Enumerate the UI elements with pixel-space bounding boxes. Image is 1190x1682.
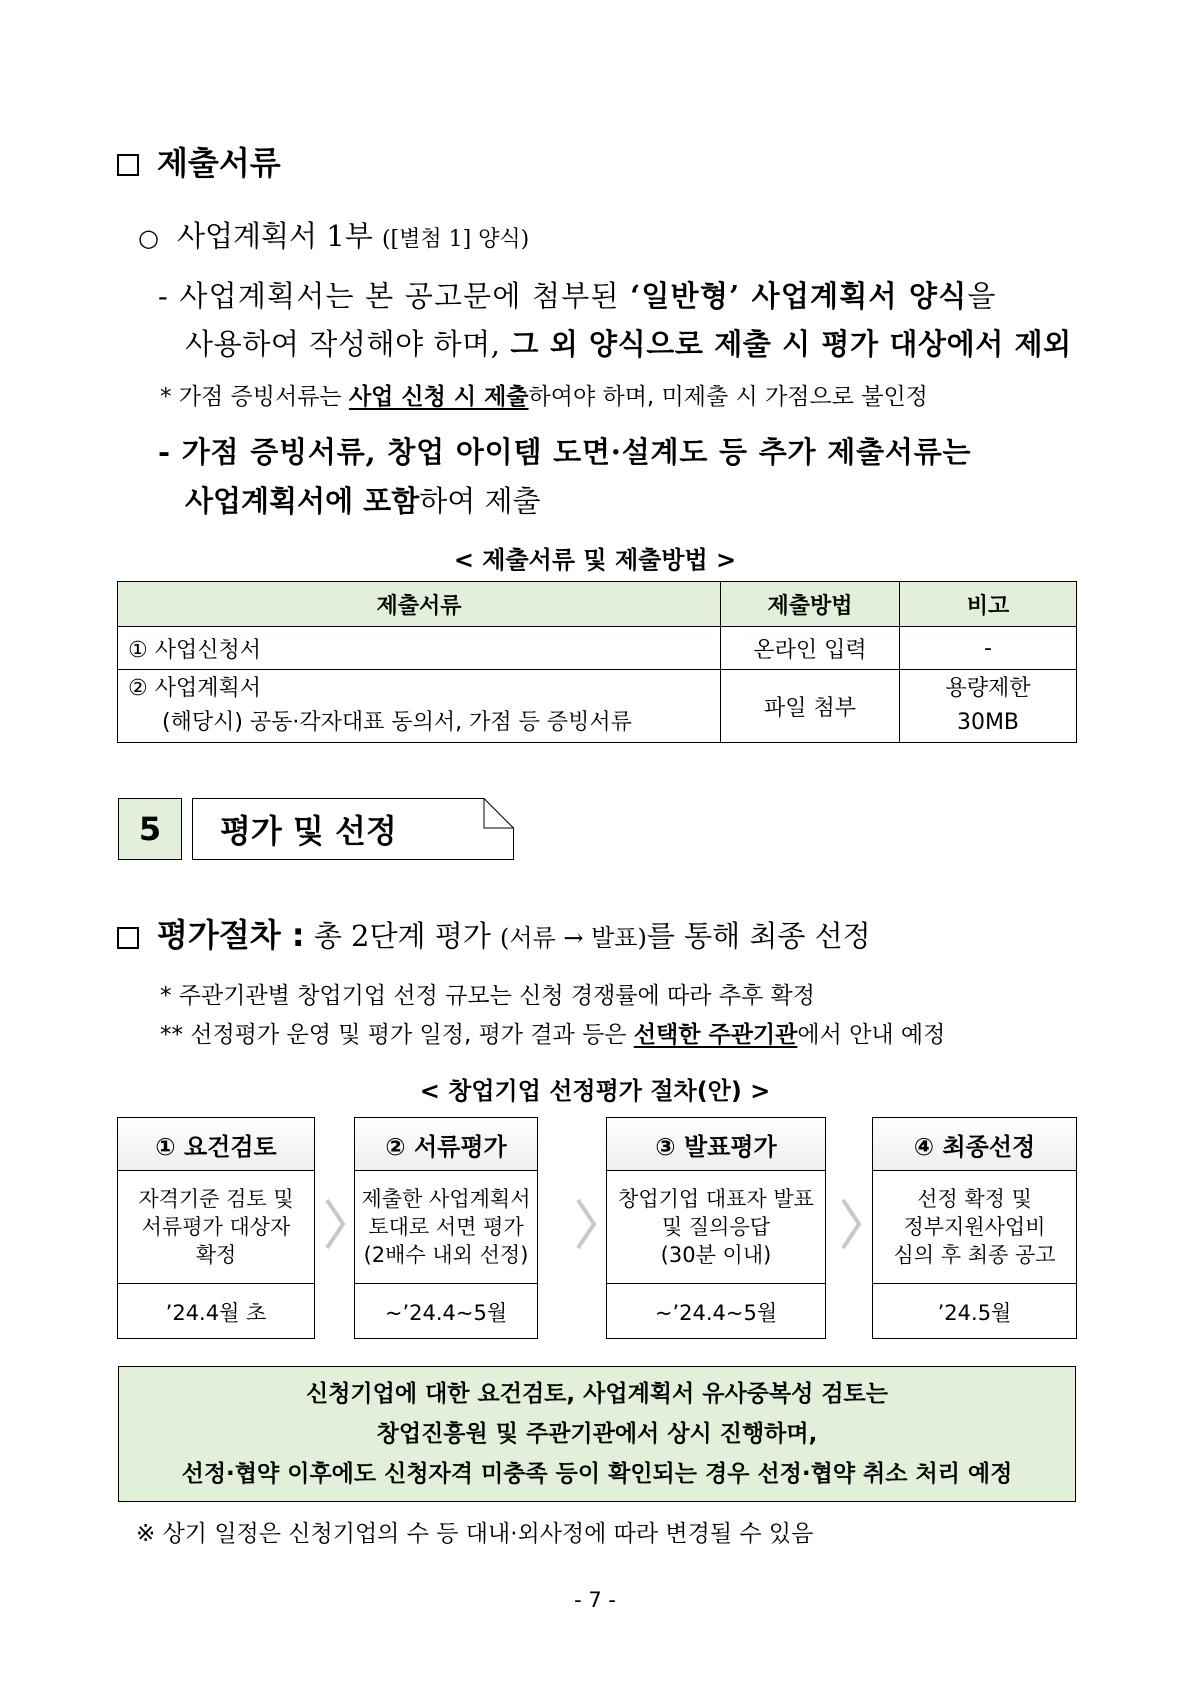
section-title: 평가 및 선정 bbox=[220, 812, 397, 850]
section-title-box bbox=[192, 798, 514, 860]
chevron-right-icon bbox=[323, 1194, 349, 1254]
chevron-right-icon bbox=[574, 1194, 600, 1254]
submit-table bbox=[117, 581, 1077, 743]
chevron-right-icon bbox=[839, 1194, 865, 1254]
submit-docs-heading: 제출서류 bbox=[117, 138, 281, 184]
step-3 bbox=[606, 1117, 826, 1339]
dash2-line1: - 가점 증빙서류, 창업 아이템 도면·설계도 등 추가 제출서류는 bbox=[158, 435, 972, 469]
section-number: 5 bbox=[118, 798, 182, 860]
table-row bbox=[118, 670, 1077, 743]
step-body: 창업기업 대표자 발표 및 질의응답 (30분 이내) bbox=[607, 1171, 825, 1284]
header-note: 비고 bbox=[900, 582, 1077, 627]
bonus-note: * 가점 증빙서류는 사업 신청 시 제출하여야 하며, 미제출 시 가점으로 불인정 bbox=[160, 384, 928, 410]
step-1 bbox=[117, 1117, 315, 1339]
step-4 bbox=[872, 1117, 1077, 1339]
table-header-row bbox=[118, 582, 1077, 627]
checkbox-square-icon bbox=[117, 154, 139, 176]
step-2 bbox=[354, 1117, 538, 1339]
page-number: - 7 - bbox=[574, 1588, 616, 1612]
step-date: ’24.4월 초 bbox=[165, 1301, 267, 1325]
dash1-line2: 사용하여 작성해야 하며, 그 외 양식으로 제출 시 평가 대상에서 제외 bbox=[185, 327, 1072, 361]
row1-doc: ① 사업신청서 bbox=[118, 627, 721, 670]
step-body: 자격기준 검토 및 서류평가 대상자 확정 bbox=[118, 1171, 314, 1284]
step-date: ~’24.4~5월 bbox=[384, 1301, 508, 1325]
header-method: 제출방법 bbox=[721, 582, 900, 627]
step-body: 제출한 사업계획서 토대로 서면 평가 (2배수 내외 선정) bbox=[355, 1171, 537, 1284]
row2-doc: ② 사업계획서 (해당시) 공동·각자대표 동의서, 가점 등 증빙서류 bbox=[118, 670, 721, 743]
step-title: ① 요건검토 bbox=[118, 1118, 314, 1171]
step-date: ’24.5월 bbox=[937, 1301, 1012, 1325]
procedure-caption: < 창업기업 선정평가 절차(안) > bbox=[419, 1077, 771, 1105]
procedure-note2: ** 선정평가 운영 및 평가 일정, 평가 결과 등은 선택한 주관기관에서 안내 예정 bbox=[160, 1022, 946, 1048]
schedule-footnote: ※ 상기 일정은 신청기업의 수 등 대내·외사정에 따라 변경될 수 있음 bbox=[136, 1521, 814, 1547]
submit-table-caption: < 제출서류 및 제출방법 > bbox=[453, 546, 737, 574]
bullet-business-plan: ○ 사업계획서 1부 ([별첨 1] 양식) bbox=[138, 219, 530, 253]
row2-method: 파일 첨부 bbox=[721, 670, 900, 743]
circle-bullet-icon: ○ bbox=[138, 224, 159, 252]
dash2-line2: 사업계획서에 포함하여 제출 bbox=[185, 484, 541, 518]
row1-method: 온라인 입력 bbox=[721, 627, 900, 670]
step-title: ② 서류평가 bbox=[355, 1118, 537, 1171]
procedure-note1: * 주관기관별 창업기업 선정 규모는 신청 경쟁률에 따라 추후 확정 bbox=[160, 983, 815, 1009]
step-body: 선정 확정 및 정부지원사업비 심의 후 최종 공고 bbox=[873, 1171, 1076, 1284]
checkbox-square-icon bbox=[117, 927, 139, 949]
header-doc: 제출서류 bbox=[118, 582, 721, 627]
table-row bbox=[118, 627, 1077, 670]
row2-note: 용량제한 30MB bbox=[900, 670, 1077, 743]
step-date: ~’24.4~5월 bbox=[654, 1301, 778, 1325]
step-title: ③ 발표평가 bbox=[607, 1118, 825, 1171]
procedure-line: 평가절차 : 총 2단계 평가 (서류 → 발표)를 통해 최종 선정 bbox=[117, 910, 871, 956]
review-notice-box: 신청기업에 대한 요건검토, 사업계획서 유사중복성 검토는 창업진흥원 및 주관기관에서 상시 진행하며, 선정·협약 이후에도 신청자격 미충족 등이 확인되는 경우 선정·협약 취소 처리 예정 bbox=[118, 1366, 1076, 1502]
step-title: ④ 최종선정 bbox=[873, 1118, 1076, 1171]
row1-note: - bbox=[900, 627, 1077, 670]
dash1-line1: - 사업계획서는 본 공고문에 첨부된 ‘일반형’ 사업계획서 양식을 bbox=[158, 279, 997, 313]
